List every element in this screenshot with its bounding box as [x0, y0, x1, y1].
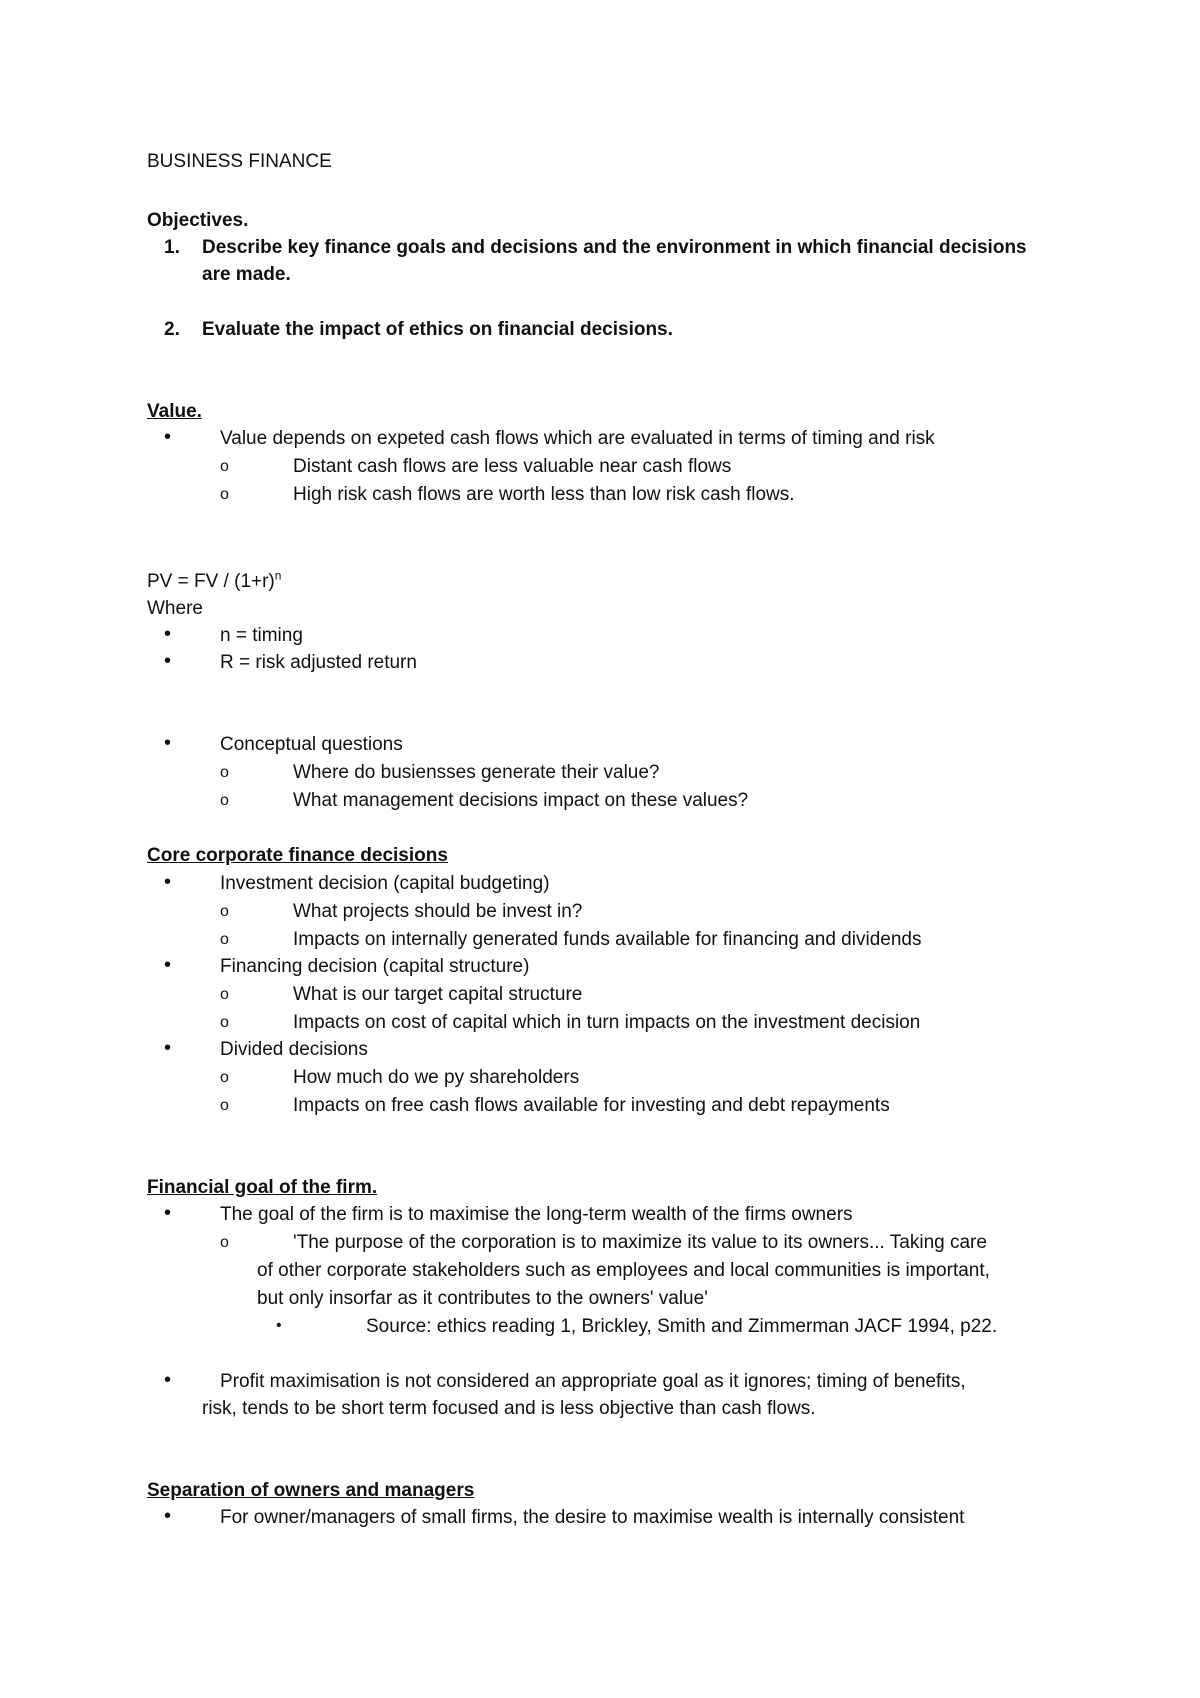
- core-decisions-heading: Core corporate finance decisions: [147, 845, 448, 866]
- bullet-marker: •: [276, 1317, 282, 1334]
- list-item: Divided decisions: [220, 1039, 368, 1060]
- circle-marker: o: [220, 764, 229, 781]
- circle-marker: o: [220, 1097, 229, 1114]
- bullet-marker: •: [164, 954, 172, 976]
- list-item: Profit maximisation is not considered an appropriate goal as it ignores; timing of benefits,: [220, 1371, 966, 1392]
- pv-formula: [147, 570, 281, 594]
- bullet-marker: •: [164, 1505, 172, 1527]
- list-item: Where do busiensses generate their value?: [293, 762, 660, 783]
- list-item: Distant cash flows are less valuable near cash flows: [293, 456, 732, 477]
- bullet-marker: •: [164, 650, 172, 672]
- bullet-marker: •: [164, 1037, 172, 1059]
- list-item: risk, tends to be short term focused and is less objective than cash flows.: [202, 1398, 816, 1419]
- list-item: Impacts on internally generated funds available for financing and dividends: [293, 929, 922, 950]
- circle-marker: o: [220, 792, 229, 809]
- circle-marker: o: [220, 1234, 229, 1251]
- objective-text: are made.: [202, 264, 291, 285]
- circle-marker: o: [220, 931, 229, 948]
- quote-line: but only insorfar as it contributes to the owners' value': [257, 1288, 708, 1309]
- list-item: What projects should be invest in?: [293, 901, 583, 922]
- value-heading: Value.: [147, 401, 202, 422]
- where-label: Where: [147, 598, 203, 619]
- formula-main: PV = FV / (1+r): [147, 571, 275, 592]
- bullet-marker: •: [164, 1369, 172, 1391]
- source-citation: Source: ethics reading 1, Brickley, Smith and Zimmerman JACF 1994, p22.: [366, 1316, 998, 1337]
- objective-number: 1.: [164, 237, 180, 258]
- circle-marker: o: [220, 1014, 229, 1031]
- financial-goal-heading: Financial goal of the firm.: [147, 1177, 378, 1198]
- list-item: Conceptual questions: [220, 734, 403, 755]
- list-item: Financing decision (capital structure): [220, 956, 530, 977]
- list-item: Impacts on free cash flows available for investing and debt repayments: [293, 1095, 890, 1116]
- list-item: R = risk adjusted return: [220, 652, 417, 673]
- objective-text: Evaluate the impact of ethics on financial decisions.: [202, 319, 673, 340]
- bullet-marker: •: [164, 732, 172, 754]
- list-item: Investment decision (capital budgeting): [220, 873, 550, 894]
- bullet-marker: •: [164, 426, 172, 448]
- separation-heading: Separation of owners and managers: [147, 1480, 475, 1501]
- circle-marker: o: [220, 1069, 229, 1086]
- objective-number: 2.: [164, 319, 180, 340]
- circle-marker: o: [220, 486, 229, 503]
- list-item: How much do we py shareholders: [293, 1067, 580, 1088]
- bullet-marker: •: [164, 623, 172, 645]
- objective-text: Describe key finance goals and decisions and the environment in which financial decisions: [202, 237, 1027, 258]
- list-item: For owner/managers of small firms, the desire to maximise wealth is internally consistent: [220, 1507, 965, 1528]
- bullet-marker: •: [164, 871, 172, 893]
- circle-marker: o: [220, 903, 229, 920]
- bullet-marker: •: [164, 1202, 172, 1224]
- objectives-heading: Objectives.: [147, 210, 249, 231]
- list-item: Value depends on expeted cash flows which are evaluated in terms of timing and risk: [220, 428, 935, 449]
- list-item: What is our target capital structure: [293, 984, 583, 1005]
- list-item: The goal of the firm is to maximise the long-term wealth of the firms owners: [220, 1204, 853, 1225]
- list-item: n = timing: [220, 625, 303, 646]
- quote-line: of other corporate stakeholders such as employees and local communities is important,: [257, 1260, 990, 1281]
- list-item: Impacts on cost of capital which in turn impacts on the investment decision: [293, 1012, 921, 1033]
- quote-line: 'The purpose of the corporation is to maximize its value to its owners... Taking care: [293, 1232, 987, 1253]
- formula-exponent: n: [274, 568, 282, 583]
- document-title: BUSINESS FINANCE: [147, 151, 332, 172]
- list-item: High risk cash flows are worth less than low risk cash flows.: [293, 484, 795, 505]
- circle-marker: o: [220, 458, 229, 475]
- list-item: What management decisions impact on these values?: [293, 790, 749, 811]
- circle-marker: o: [220, 986, 229, 1003]
